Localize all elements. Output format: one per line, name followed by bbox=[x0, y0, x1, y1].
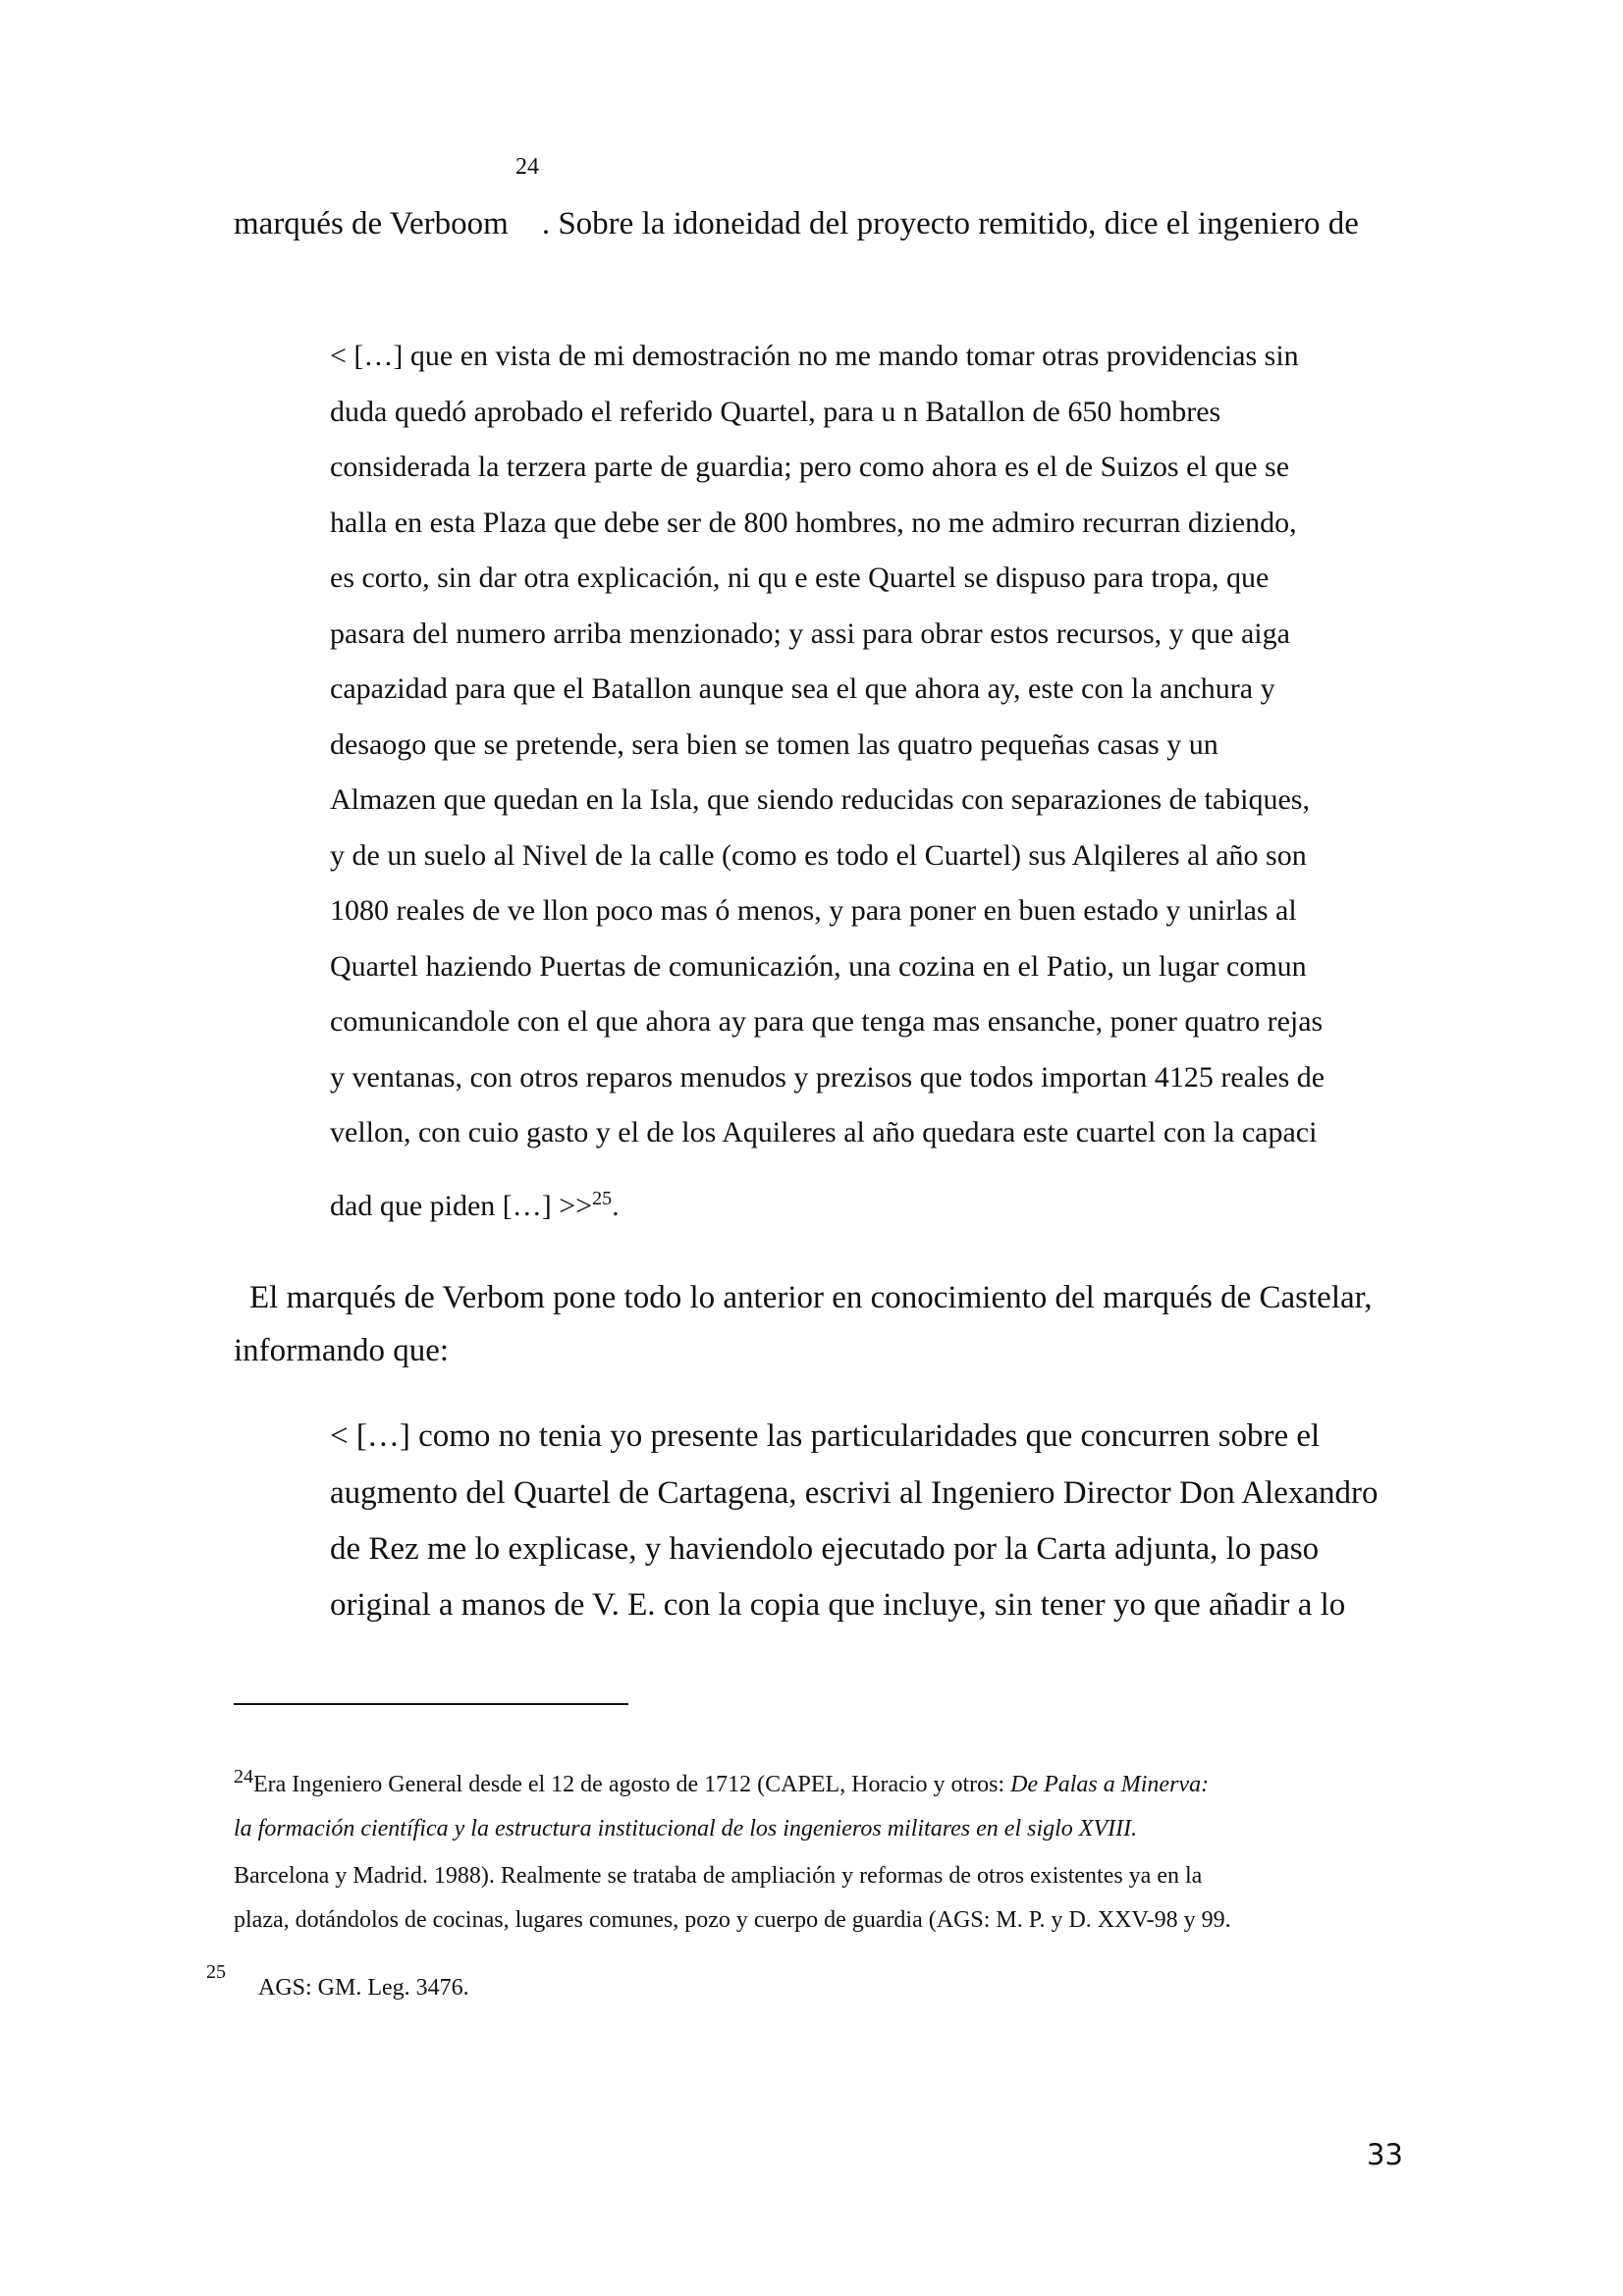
quote1-line: 1080 reales de ve llon poco mas ó menos, y para poner en buen estado y unirlas al bbox=[330, 894, 1297, 927]
quote1-line: pasara del numero arriba menzionado; y assi para obrar estos recursos, y que aiga bbox=[330, 617, 1290, 650]
quote1-line: comunicandole con el que ahora ay para que tenga mas ensanche, poner quatro rejas bbox=[330, 1005, 1324, 1038]
quote1-line: vellon, con cuio gasto y el de los Aquileres al año quedara este cuartel con la capaci bbox=[330, 1116, 1318, 1148]
footnote-ref-24: 24 bbox=[515, 154, 539, 180]
footnote-24-line1 bbox=[234, 1767, 1209, 1796]
quote1-line: y de un suelo al Nivel de la calle (como es todo el Cuartel) sus Alqileres al año son bbox=[330, 839, 1307, 872]
quote1-line: y ventanas, con otros reparos menudos y prezisos que todos importan 4125 reales de bbox=[330, 1061, 1325, 1094]
intro-text-after: . Sobre la idoneidad del proyecto remitido, dice el ingeniero de bbox=[541, 206, 1359, 241]
footnote-24-line2: la formación científica y la estructura institucional de los ingenieros militares en el siglo XVIII. bbox=[234, 1816, 1138, 1842]
quote2-line: < […] como no tenia yo presente las particularidades que concurren sobre el bbox=[330, 1418, 1321, 1454]
quote2-line: augmento del Quartel de Cartagena, escrivi al Ingeniero Director Don Alexandro bbox=[330, 1475, 1379, 1511]
quote2-line: original a manos de V. E. con la copia que incluye, sin tener yo que añadir a lo bbox=[330, 1587, 1346, 1623]
quote1-line: Quartel haziendo Puertas de comunicazión, una cozina en el Patio, un lugar comun bbox=[330, 950, 1307, 983]
paragraph2-line: El marqués de Verbom pone todo lo anterior en conocimiento del marqués de Castelar, bbox=[249, 1280, 1373, 1315]
quote2-line: de Rez me lo explicase, y haviendolo ejecutado por la Carta adjunta, lo paso bbox=[330, 1531, 1320, 1567]
intro-text-before: marqués de Verboom bbox=[234, 206, 509, 241]
quote1-last-end: . bbox=[612, 1190, 620, 1222]
quote1-last-text: dad que piden […] >> bbox=[330, 1190, 593, 1222]
footnote-24-line4: plaza, dotándolos de cocinas, lugares comunes, pozo y cuerpo de guardia (AGS: M. P. y D. XXV-98 y 99. bbox=[234, 1907, 1231, 1933]
quote1-line: es corto, sin dar otra explicación, ni qu e este Quartel se dispuso para tropa, que bbox=[330, 561, 1270, 594]
quote1-line: Almazen que quedan en la Isla, que siendo reducidas con separaziones de tabiques, bbox=[330, 783, 1310, 816]
quote1-line: considerada la terzera parte de guardia; pero como ahora es el de Suizos el que se bbox=[330, 451, 1290, 483]
quote1-line: < […] que en vista de mi demostración no me mando tomar otras providencias sin bbox=[330, 340, 1299, 372]
footnote-25-text: AGS: GM. Leg. 3476. bbox=[258, 1975, 469, 2001]
footnote-24-title: De Palas a Minerva: bbox=[1010, 1772, 1210, 1797]
quote1-line: capazidad para que el Batallon aunque sea el que ahora ay, este con la anchura y bbox=[330, 672, 1275, 705]
quote1-line: duda quedó aprobado el referido Quartel, para u n Batallon de 650 hombres bbox=[330, 396, 1221, 428]
footnote-24-line3: Barcelona y Madrid. 1988). Realmente se trataba de ampliación y reformas de otros existentes ya en la bbox=[234, 1863, 1203, 1889]
footnote-24-number: 24 bbox=[234, 1766, 253, 1788]
footnote-25-number: 25 bbox=[206, 1961, 226, 1983]
footnote-separator bbox=[234, 1703, 628, 1705]
quote1-line: halla en esta Plaza que debe ser de 800 hombres, no me admiro recurran diziendo, bbox=[330, 507, 1297, 539]
footnote-ref-25: 25 bbox=[592, 1188, 613, 1209]
quote1-line: desaogo que se pretende, sera bien se tomen las quatro pequeñas casas y un bbox=[330, 728, 1218, 761]
footnote-24-text: Era Ingeniero General desde el 12 de agosto de 1712 (CAPEL, Horacio y otros: bbox=[253, 1772, 1011, 1797]
page-number: 33 bbox=[1367, 2138, 1403, 2171]
intro-line bbox=[234, 208, 1359, 240]
quote1-last-line bbox=[330, 1189, 620, 1221]
paragraph2-line: informando que: bbox=[234, 1333, 450, 1368]
